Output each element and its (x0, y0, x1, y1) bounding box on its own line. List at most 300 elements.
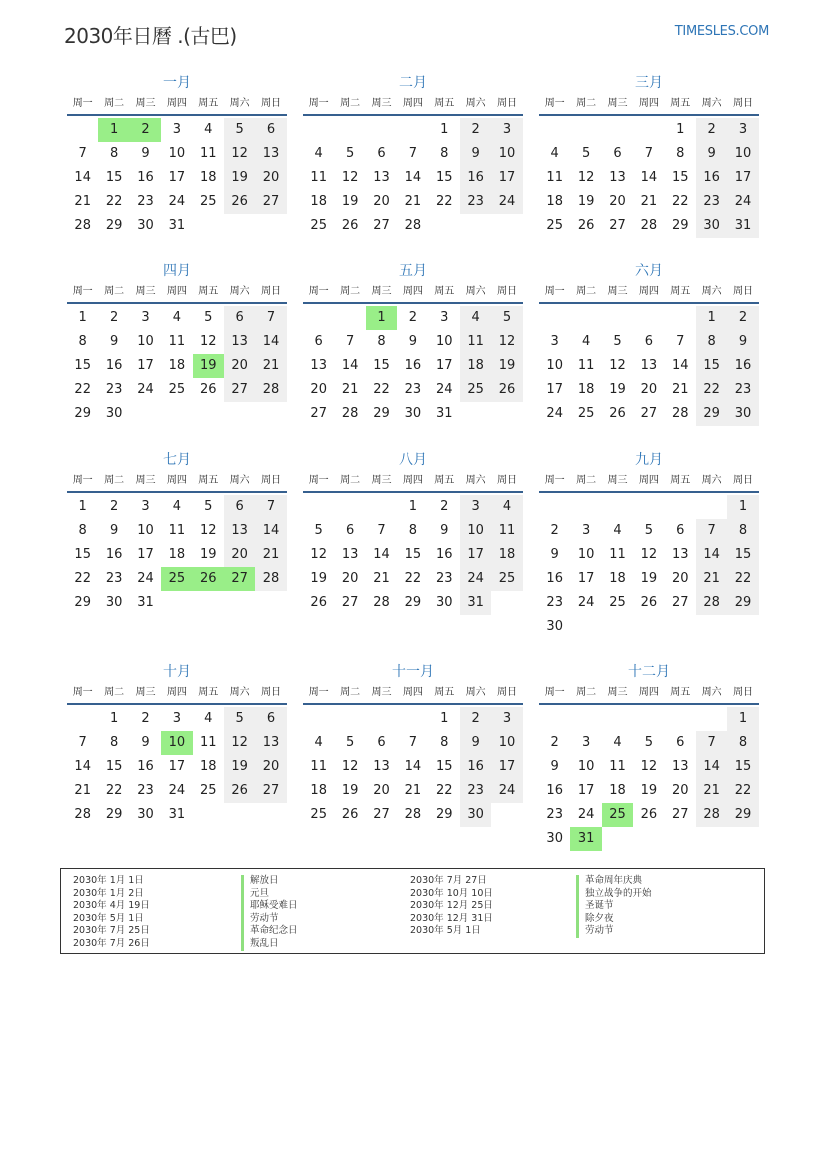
day-cell[interactable]: 4 (581, 334, 591, 349)
day-cell[interactable]: 5 (345, 735, 355, 750)
day-cell[interactable]: 20 (310, 382, 327, 397)
holiday-day-cell[interactable]: 19 (193, 354, 224, 378)
day-cell[interactable]: 5 (224, 707, 255, 731)
day-cell[interactable]: 10 (577, 759, 595, 774)
day-cell[interactable]: 5 (644, 735, 653, 750)
day-cell[interactable]: 19 (577, 194, 595, 209)
day-cell[interactable]: 8 (440, 735, 449, 750)
day-cell[interactable]: 9 (460, 731, 491, 755)
day-cell[interactable]: 7 (676, 334, 685, 349)
day-cell[interactable]: 4 (613, 523, 622, 538)
day-cell[interactable]: 16 (137, 170, 154, 185)
day-cell[interactable]: 3 (491, 118, 522, 142)
day-cell[interactable]: 11 (460, 330, 491, 354)
day-cell[interactable]: 10 (577, 547, 595, 562)
day-cell[interactable]: 6 (377, 146, 386, 161)
day-cell[interactable]: 21 (74, 194, 91, 209)
day-cell[interactable]: 11 (199, 146, 217, 161)
day-cell[interactable]: 16 (105, 358, 123, 373)
day-cell[interactable]: 8 (408, 523, 417, 538)
day-cell[interactable]: 24 (546, 406, 563, 421)
day-cell[interactable]: 30 (727, 402, 758, 426)
day-cell[interactable]: 29 (105, 807, 123, 822)
day-cell[interactable]: 14 (74, 759, 91, 774)
day-cell[interactable]: 30 (546, 619, 563, 634)
day-cell[interactable]: 31 (727, 214, 758, 238)
day-cell[interactable]: 14 (696, 543, 727, 567)
day-cell[interactable]: 23 (460, 190, 491, 214)
day-cell[interactable]: 18 (310, 783, 327, 798)
day-cell[interactable]: 12 (224, 142, 255, 166)
day-cell[interactable]: 3 (141, 310, 150, 325)
day-cell[interactable]: 7 (255, 306, 286, 330)
day-cell[interactable]: 14 (696, 755, 727, 779)
day-cell[interactable]: 28 (404, 218, 422, 233)
day-cell[interactable]: 22 (105, 783, 123, 798)
day-cell[interactable]: 16 (435, 547, 453, 562)
day-cell[interactable]: 7 (408, 146, 417, 161)
day-cell[interactable]: 8 (727, 731, 758, 755)
day-cell[interactable]: 28 (341, 406, 359, 421)
day-cell[interactable]: 17 (577, 783, 595, 798)
day-cell[interactable]: 25 (577, 406, 595, 421)
day-cell[interactable]: 20 (224, 543, 255, 567)
day-cell[interactable]: 24 (137, 382, 154, 397)
day-cell[interactable]: 27 (671, 595, 689, 610)
day-cell[interactable]: 9 (141, 146, 150, 161)
day-cell[interactable]: 21 (404, 783, 422, 798)
day-cell[interactable]: 1 (78, 499, 87, 514)
day-cell[interactable]: 15 (727, 755, 758, 779)
day-cell[interactable]: 24 (168, 783, 186, 798)
day-cell[interactable]: 23 (460, 779, 491, 803)
day-cell[interactable]: 28 (74, 218, 91, 233)
day-cell[interactable]: 23 (137, 194, 154, 209)
day-cell[interactable]: 24 (435, 382, 453, 397)
day-cell[interactable]: 20 (255, 166, 286, 190)
day-cell[interactable]: 22 (373, 382, 390, 397)
day-cell[interactable]: 29 (404, 595, 422, 610)
day-cell[interactable]: 4 (204, 122, 213, 137)
day-cell[interactable]: 1 (696, 306, 727, 330)
day-cell[interactable]: 6 (644, 334, 653, 349)
day-cell[interactable]: 3 (440, 310, 449, 325)
day-cell[interactable]: 9 (408, 334, 417, 349)
day-cell[interactable]: 26 (310, 595, 327, 610)
day-cell[interactable]: 19 (491, 354, 522, 378)
day-cell[interactable]: 22 (696, 378, 727, 402)
day-cell[interactable]: 18 (199, 170, 217, 185)
day-cell[interactable]: 13 (224, 519, 255, 543)
day-cell[interactable]: 30 (105, 595, 123, 610)
day-cell[interactable]: 12 (341, 170, 359, 185)
day-cell[interactable]: 29 (696, 402, 727, 426)
day-cell[interactable]: 17 (546, 382, 563, 397)
day-cell[interactable]: 26 (609, 406, 626, 421)
day-cell[interactable]: 17 (435, 358, 453, 373)
day-cell[interactable]: 10 (137, 523, 154, 538)
day-cell[interactable]: 23 (546, 807, 563, 822)
day-cell[interactable]: 1 (109, 711, 119, 726)
day-cell[interactable]: 23 (435, 571, 453, 586)
day-cell[interactable]: 17 (137, 358, 154, 373)
holiday-day-cell[interactable]: 27 (224, 567, 255, 591)
day-cell[interactable]: 3 (460, 495, 491, 519)
day-cell[interactable]: 1 (408, 499, 417, 514)
day-cell[interactable]: 11 (199, 735, 217, 750)
day-cell[interactable]: 5 (491, 306, 522, 330)
day-cell[interactable]: 27 (671, 807, 689, 822)
holiday-day-cell[interactable]: 1 (98, 118, 129, 142)
day-cell[interactable]: 8 (78, 523, 87, 538)
day-cell[interactable]: 2 (550, 735, 559, 750)
day-cell[interactable]: 25 (546, 218, 563, 233)
day-cell[interactable]: 6 (224, 495, 255, 519)
day-cell[interactable]: 9 (109, 523, 119, 538)
day-cell[interactable]: 29 (105, 218, 123, 233)
day-cell[interactable]: 28 (255, 567, 286, 591)
day-cell[interactable]: 7 (696, 519, 727, 543)
day-cell[interactable]: 22 (74, 571, 91, 586)
day-cell[interactable]: 20 (341, 571, 359, 586)
day-cell[interactable]: 21 (696, 567, 727, 591)
day-cell[interactable]: 17 (168, 170, 186, 185)
day-cell[interactable]: 28 (696, 803, 727, 827)
day-cell[interactable]: 1 (727, 707, 758, 731)
day-cell[interactable]: 11 (609, 547, 626, 562)
day-cell[interactable]: 13 (609, 170, 626, 185)
day-cell[interactable]: 26 (224, 779, 255, 803)
day-cell[interactable]: 12 (224, 731, 255, 755)
day-cell[interactable]: 4 (314, 735, 323, 750)
day-cell[interactable]: 3 (550, 334, 559, 349)
day-cell[interactable]: 11 (609, 759, 626, 774)
day-cell[interactable]: 29 (373, 406, 390, 421)
day-cell[interactable]: 29 (727, 803, 758, 827)
day-cell[interactable]: 19 (640, 571, 658, 586)
day-cell[interactable]: 17 (491, 755, 522, 779)
day-cell[interactable]: 14 (671, 358, 689, 373)
day-cell[interactable]: 22 (105, 194, 123, 209)
day-cell[interactable]: 24 (727, 190, 758, 214)
day-cell[interactable]: 9 (440, 523, 449, 538)
day-cell[interactable]: 12 (341, 759, 359, 774)
day-cell[interactable]: 17 (460, 543, 491, 567)
day-cell[interactable]: 10 (168, 146, 186, 161)
day-cell[interactable]: 5 (224, 118, 255, 142)
day-cell[interactable]: 14 (341, 358, 359, 373)
day-cell[interactable]: 28 (74, 807, 91, 822)
day-cell[interactable]: 3 (172, 711, 181, 726)
day-cell[interactable]: 24 (577, 595, 595, 610)
day-cell[interactable]: 26 (640, 807, 658, 822)
day-cell[interactable]: 11 (546, 170, 563, 185)
day-cell[interactable]: 20 (255, 755, 286, 779)
day-cell[interactable]: 18 (199, 759, 217, 774)
day-cell[interactable]: 21 (696, 779, 727, 803)
day-cell[interactable]: 2 (460, 118, 491, 142)
day-cell[interactable]: 7 (255, 495, 286, 519)
day-cell[interactable]: 16 (460, 755, 491, 779)
day-cell[interactable]: 21 (404, 194, 422, 209)
day-cell[interactable]: 10 (727, 142, 758, 166)
day-cell[interactable]: 29 (435, 807, 453, 822)
day-cell[interactable]: 16 (696, 166, 727, 190)
day-cell[interactable]: 4 (550, 146, 559, 161)
day-cell[interactable]: 29 (74, 595, 91, 610)
day-cell[interactable]: 25 (460, 378, 491, 402)
day-cell[interactable]: 28 (404, 807, 422, 822)
day-cell[interactable]: 24 (460, 567, 491, 591)
day-cell[interactable]: 23 (105, 571, 123, 586)
day-cell[interactable]: 20 (671, 783, 689, 798)
day-cell[interactable]: 5 (581, 146, 591, 161)
day-cell[interactable]: 5 (613, 334, 622, 349)
day-cell[interactable]: 18 (491, 543, 522, 567)
day-cell[interactable]: 15 (74, 358, 91, 373)
day-cell[interactable]: 13 (373, 759, 390, 774)
day-cell[interactable]: 28 (640, 218, 658, 233)
day-cell[interactable]: 15 (727, 543, 758, 567)
day-cell[interactable]: 12 (199, 334, 217, 349)
day-cell[interactable]: 30 (137, 218, 154, 233)
holiday-day-cell[interactable]: 1 (366, 306, 397, 330)
day-cell[interactable]: 7 (696, 731, 727, 755)
day-cell[interactable]: 15 (105, 759, 123, 774)
day-cell[interactable]: 6 (377, 735, 386, 750)
day-cell[interactable]: 1 (440, 122, 449, 137)
day-cell[interactable]: 25 (168, 382, 186, 397)
day-cell[interactable]: 11 (310, 170, 327, 185)
day-cell[interactable]: 4 (172, 310, 181, 325)
day-cell[interactable]: 31 (168, 807, 186, 822)
day-cell[interactable]: 15 (373, 358, 390, 373)
day-cell[interactable]: 6 (345, 523, 355, 538)
day-cell[interactable]: 5 (314, 523, 323, 538)
day-cell[interactable]: 9 (141, 735, 150, 750)
day-cell[interactable]: 24 (168, 194, 186, 209)
day-cell[interactable]: 28 (696, 591, 727, 615)
day-cell[interactable]: 2 (550, 523, 559, 538)
day-cell[interactable]: 2 (440, 499, 449, 514)
day-cell[interactable]: 7 (345, 334, 355, 349)
day-cell[interactable]: 1 (676, 122, 685, 137)
day-cell[interactable]: 27 (224, 378, 255, 402)
day-cell[interactable]: 15 (74, 547, 91, 562)
day-cell[interactable]: 8 (696, 330, 727, 354)
day-cell[interactable]: 10 (491, 731, 522, 755)
day-cell[interactable]: 19 (341, 783, 359, 798)
day-cell[interactable]: 14 (255, 330, 286, 354)
day-cell[interactable]: 14 (404, 759, 422, 774)
day-cell[interactable]: 20 (224, 354, 255, 378)
day-cell[interactable]: 19 (310, 571, 327, 586)
day-cell[interactable]: 26 (199, 382, 217, 397)
day-cell[interactable]: 15 (404, 547, 422, 562)
brand-logo-text[interactable]: TIMESLES.COM (674, 24, 769, 39)
day-cell[interactable]: 4 (204, 711, 213, 726)
day-cell[interactable]: 12 (640, 547, 658, 562)
holiday-day-cell[interactable]: 25 (602, 803, 633, 827)
day-cell[interactable]: 19 (224, 166, 255, 190)
day-cell[interactable]: 1 (440, 711, 449, 726)
day-cell[interactable]: 20 (609, 194, 626, 209)
day-cell[interactable]: 8 (377, 334, 386, 349)
day-cell[interactable]: 12 (577, 170, 595, 185)
day-cell[interactable]: 7 (408, 735, 417, 750)
day-cell[interactable]: 30 (546, 831, 563, 846)
day-cell[interactable]: 1 (78, 310, 87, 325)
day-cell[interactable]: 10 (435, 334, 453, 349)
day-cell[interactable]: 14 (373, 547, 390, 562)
day-cell[interactable]: 2 (408, 310, 417, 325)
day-cell[interactable]: 3 (491, 707, 522, 731)
day-cell[interactable]: 6 (255, 707, 286, 731)
holiday-day-cell[interactable]: 26 (193, 567, 224, 591)
day-cell[interactable]: 8 (109, 735, 119, 750)
day-cell[interactable]: 13 (373, 170, 390, 185)
day-cell[interactable]: 16 (404, 358, 422, 373)
day-cell[interactable]: 25 (491, 567, 522, 591)
day-cell[interactable]: 13 (640, 358, 658, 373)
holiday-day-cell[interactable]: 31 (570, 827, 601, 851)
day-cell[interactable]: 3 (141, 499, 150, 514)
day-cell[interactable]: 18 (460, 354, 491, 378)
day-cell[interactable]: 30 (137, 807, 154, 822)
day-cell[interactable]: 2 (727, 306, 758, 330)
day-cell[interactable]: 18 (168, 358, 186, 373)
day-cell[interactable]: 2 (109, 310, 119, 325)
day-cell[interactable]: 20 (671, 571, 689, 586)
day-cell[interactable]: 21 (255, 543, 286, 567)
day-cell[interactable]: 8 (440, 146, 449, 161)
day-cell[interactable]: 25 (310, 807, 327, 822)
day-cell[interactable]: 16 (137, 759, 154, 774)
day-cell[interactable]: 10 (491, 142, 522, 166)
day-cell[interactable]: 1 (727, 495, 758, 519)
day-cell[interactable]: 30 (404, 406, 422, 421)
day-cell[interactable]: 12 (609, 358, 626, 373)
day-cell[interactable]: 18 (310, 194, 327, 209)
day-cell[interactable]: 4 (491, 495, 522, 519)
day-cell[interactable]: 26 (341, 218, 359, 233)
day-cell[interactable]: 25 (199, 194, 217, 209)
day-cell[interactable]: 24 (491, 190, 522, 214)
day-cell[interactable]: 27 (341, 595, 359, 610)
day-cell[interactable]: 25 (609, 595, 626, 610)
day-cell[interactable]: 26 (224, 190, 255, 214)
day-cell[interactable]: 23 (137, 783, 154, 798)
day-cell[interactable]: 17 (491, 166, 522, 190)
day-cell[interactable]: 17 (137, 547, 154, 562)
day-cell[interactable]: 6 (314, 334, 323, 349)
day-cell[interactable]: 19 (224, 755, 255, 779)
day-cell[interactable]: 18 (168, 547, 186, 562)
day-cell[interactable]: 24 (137, 571, 154, 586)
day-cell[interactable]: 10 (460, 519, 491, 543)
day-cell[interactable]: 6 (224, 306, 255, 330)
day-cell[interactable]: 9 (550, 547, 559, 562)
day-cell[interactable]: 15 (671, 170, 689, 185)
day-cell[interactable]: 12 (310, 547, 327, 562)
day-cell[interactable]: 8 (109, 146, 119, 161)
day-cell[interactable]: 30 (696, 214, 727, 238)
day-cell[interactable]: 7 (78, 146, 87, 161)
day-cell[interactable]: 30 (435, 595, 453, 610)
day-cell[interactable]: 6 (676, 735, 685, 750)
day-cell[interactable]: 27 (609, 218, 626, 233)
day-cell[interactable]: 26 (640, 595, 658, 610)
day-cell[interactable]: 22 (404, 571, 422, 586)
day-cell[interactable]: 21 (74, 783, 91, 798)
day-cell[interactable]: 31 (137, 595, 154, 610)
day-cell[interactable]: 26 (341, 807, 359, 822)
day-cell[interactable]: 16 (546, 571, 563, 586)
day-cell[interactable]: 24 (491, 779, 522, 803)
day-cell[interactable]: 23 (696, 190, 727, 214)
day-cell[interactable]: 23 (727, 378, 758, 402)
day-cell[interactable]: 8 (727, 519, 758, 543)
day-cell[interactable]: 11 (168, 523, 186, 538)
day-cell[interactable]: 14 (74, 170, 91, 185)
day-cell[interactable]: 27 (255, 190, 286, 214)
day-cell[interactable]: 13 (255, 731, 286, 755)
day-cell[interactable]: 28 (373, 595, 390, 610)
day-cell[interactable]: 11 (310, 759, 327, 774)
day-cell[interactable]: 6 (676, 523, 685, 538)
day-cell[interactable]: 23 (105, 382, 123, 397)
day-cell[interactable]: 3 (581, 735, 591, 750)
day-cell[interactable]: 6 (613, 146, 622, 161)
day-cell[interactable]: 22 (671, 194, 689, 209)
day-cell[interactable]: 28 (255, 378, 286, 402)
day-cell[interactable]: 20 (640, 382, 658, 397)
day-cell[interactable]: 14 (255, 519, 286, 543)
day-cell[interactable]: 18 (577, 382, 595, 397)
day-cell[interactable]: 23 (404, 382, 422, 397)
day-cell[interactable]: 15 (435, 170, 453, 185)
day-cell[interactable]: 14 (640, 170, 658, 185)
day-cell[interactable]: 20 (373, 783, 390, 798)
day-cell[interactable]: 19 (341, 194, 359, 209)
day-cell[interactable]: 9 (109, 334, 119, 349)
day-cell[interactable]: 9 (550, 759, 559, 774)
day-cell[interactable]: 11 (168, 334, 186, 349)
day-cell[interactable]: 3 (727, 118, 758, 142)
day-cell[interactable]: 26 (577, 218, 595, 233)
day-cell[interactable]: 7 (644, 146, 653, 161)
day-cell[interactable]: 26 (491, 378, 522, 402)
day-cell[interactable]: 23 (546, 595, 563, 610)
day-cell[interactable]: 14 (404, 170, 422, 185)
day-cell[interactable]: 17 (168, 759, 186, 774)
day-cell[interactable]: 31 (435, 406, 453, 421)
day-cell[interactable]: 18 (609, 783, 626, 798)
day-cell[interactable]: 17 (727, 166, 758, 190)
day-cell[interactable]: 18 (546, 194, 563, 209)
day-cell[interactable]: 10 (137, 334, 154, 349)
day-cell[interactable]: 21 (671, 382, 689, 397)
day-cell[interactable]: 5 (345, 146, 355, 161)
day-cell[interactable]: 16 (460, 166, 491, 190)
holiday-day-cell[interactable]: 10 (161, 731, 192, 755)
day-cell[interactable]: 25 (199, 783, 217, 798)
day-cell[interactable]: 27 (373, 807, 390, 822)
day-cell[interactable]: 7 (377, 523, 386, 538)
day-cell[interactable]: 5 (204, 499, 213, 514)
day-cell[interactable]: 27 (640, 406, 658, 421)
day-cell[interactable]: 13 (224, 330, 255, 354)
